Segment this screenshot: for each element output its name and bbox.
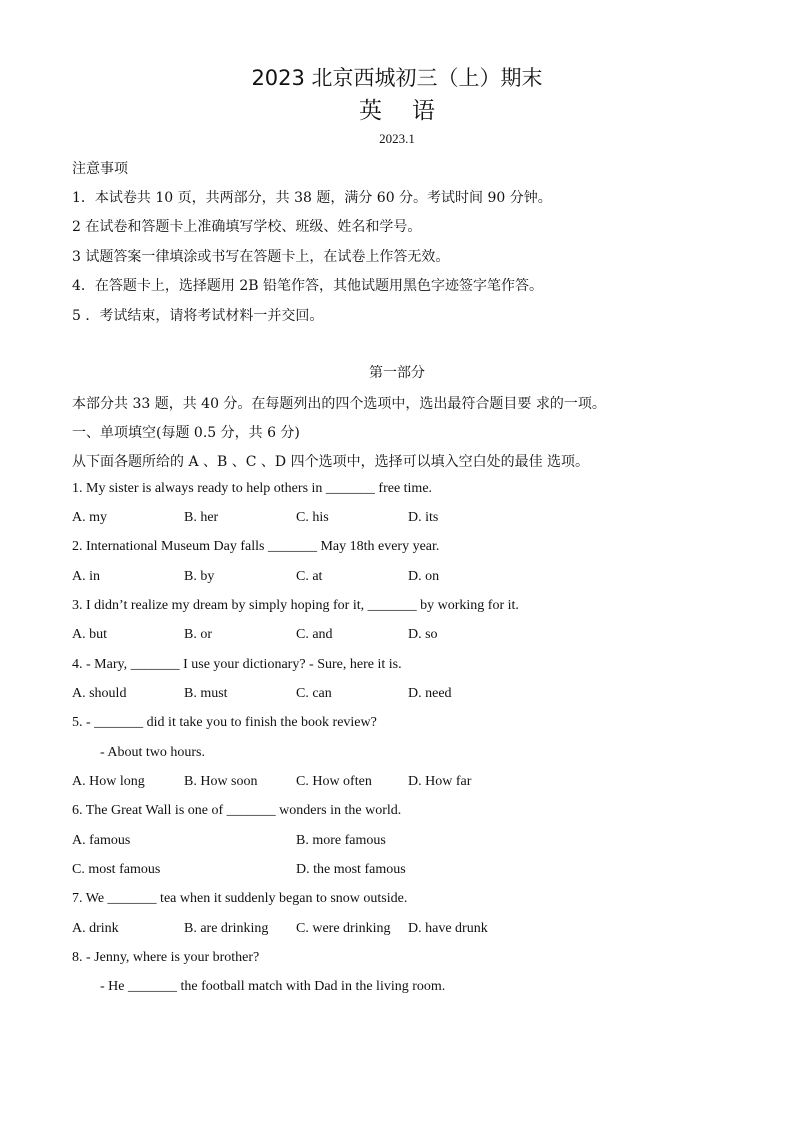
part-intro: 本部分共 33 题，共 40 分。在每题列出的四个选项中，选出最符合题目要 求的一项。 — [72, 396, 606, 412]
question-stem: 5. - _______ did it take you to finish the book review? — [72, 715, 377, 730]
question-stem: 3. I didn’t realize my dream by simply hoping for it, _______ by working for it. — [72, 598, 519, 613]
option-a: A. my — [72, 510, 107, 525]
option-b: B. her — [184, 510, 219, 525]
option-d: D. so — [408, 627, 438, 642]
option-b: B. are drinking — [184, 921, 269, 936]
option-d: D. have drunk — [408, 921, 488, 936]
part-heading: 第一部分 — [369, 365, 425, 381]
option-b: B. by — [184, 569, 215, 584]
section-heading: 一、单项填空(每题 0.5 分，共 6 分) — [72, 425, 300, 441]
option-a: A. should — [72, 686, 127, 701]
question-stem: 6. The Great Wall is one of _______ wonders in the world. — [72, 803, 402, 818]
exam-date: 2023.1 — [379, 131, 415, 146]
option-b: B. or — [184, 627, 212, 642]
question-stem: 4. - Mary, _______ I use your dictionary? - Sure, here it is. — [72, 657, 402, 672]
question-stem: 7. We _______ tea when it suddenly began to snow outside. — [72, 891, 408, 906]
question-stem: 8. - Jenny, where is your brother? — [72, 950, 260, 965]
option-b: B. more famous — [296, 833, 386, 848]
option-c: C. were drinking — [296, 921, 391, 936]
option-d: D. need — [408, 686, 452, 701]
option-a: A. but — [72, 627, 107, 642]
notice-item: 2 在试卷和答题卡上准确填写学校、班级、姓名和学号。 — [72, 219, 422, 235]
option-c: C. can — [296, 686, 332, 701]
question-stem: 2. International Museum Day falls _______ May 18th every year. — [72, 539, 440, 554]
question-stem: 1. My sister is always ready to help others in _______ free time. — [72, 481, 433, 496]
option-a: A. famous — [72, 833, 131, 848]
option-c: C. most famous — [72, 862, 161, 877]
option-c: C. at — [296, 569, 323, 584]
option-d: D. the most famous — [296, 862, 406, 877]
option-c: C. and — [296, 627, 333, 642]
notice-item: 4．在答题卡上，选择题用 2B 铅笔作答，其他试题用黑色字迹签字笔作答。 — [72, 278, 544, 294]
section-instruction: 从下面各题所给的 A 、B 、C 、D 四个选项中，选择可以填入空白处的最佳 选项。 — [72, 454, 590, 470]
exam-title: 2023 北京西城初三（上）期末 — [251, 66, 543, 90]
notice-item: 1．本试卷共 10 页，共两部分，共 38 题，满分 60 分。考试时间 90 分钟。 — [72, 190, 552, 206]
notice-heading: 注意事项 — [72, 161, 128, 177]
notice-item: 5 ．考试结束，请将考试材料一并交回。 — [72, 308, 324, 324]
option-b: B. must — [184, 686, 228, 701]
option-c: C. his — [296, 510, 329, 525]
option-c: C. How often — [296, 774, 372, 789]
question-stem-reply: - He _______ the football match with Dad in the living room. — [100, 979, 446, 994]
option-a: A. drink — [72, 921, 119, 936]
option-d: D. its — [408, 510, 439, 525]
option-d: D. How far — [408, 774, 472, 789]
option-b: B. How soon — [184, 774, 258, 789]
notice-item: 3 试题答案一律填涂或书写在答题卡上，在试卷上作答无效。 — [72, 249, 450, 265]
option-a: A. How long — [72, 774, 145, 789]
option-d: D. on — [408, 569, 440, 584]
question-stem-reply: - About two hours. — [100, 745, 205, 760]
subject-title: 英语 — [359, 98, 465, 124]
option-a: A. in — [72, 569, 100, 584]
